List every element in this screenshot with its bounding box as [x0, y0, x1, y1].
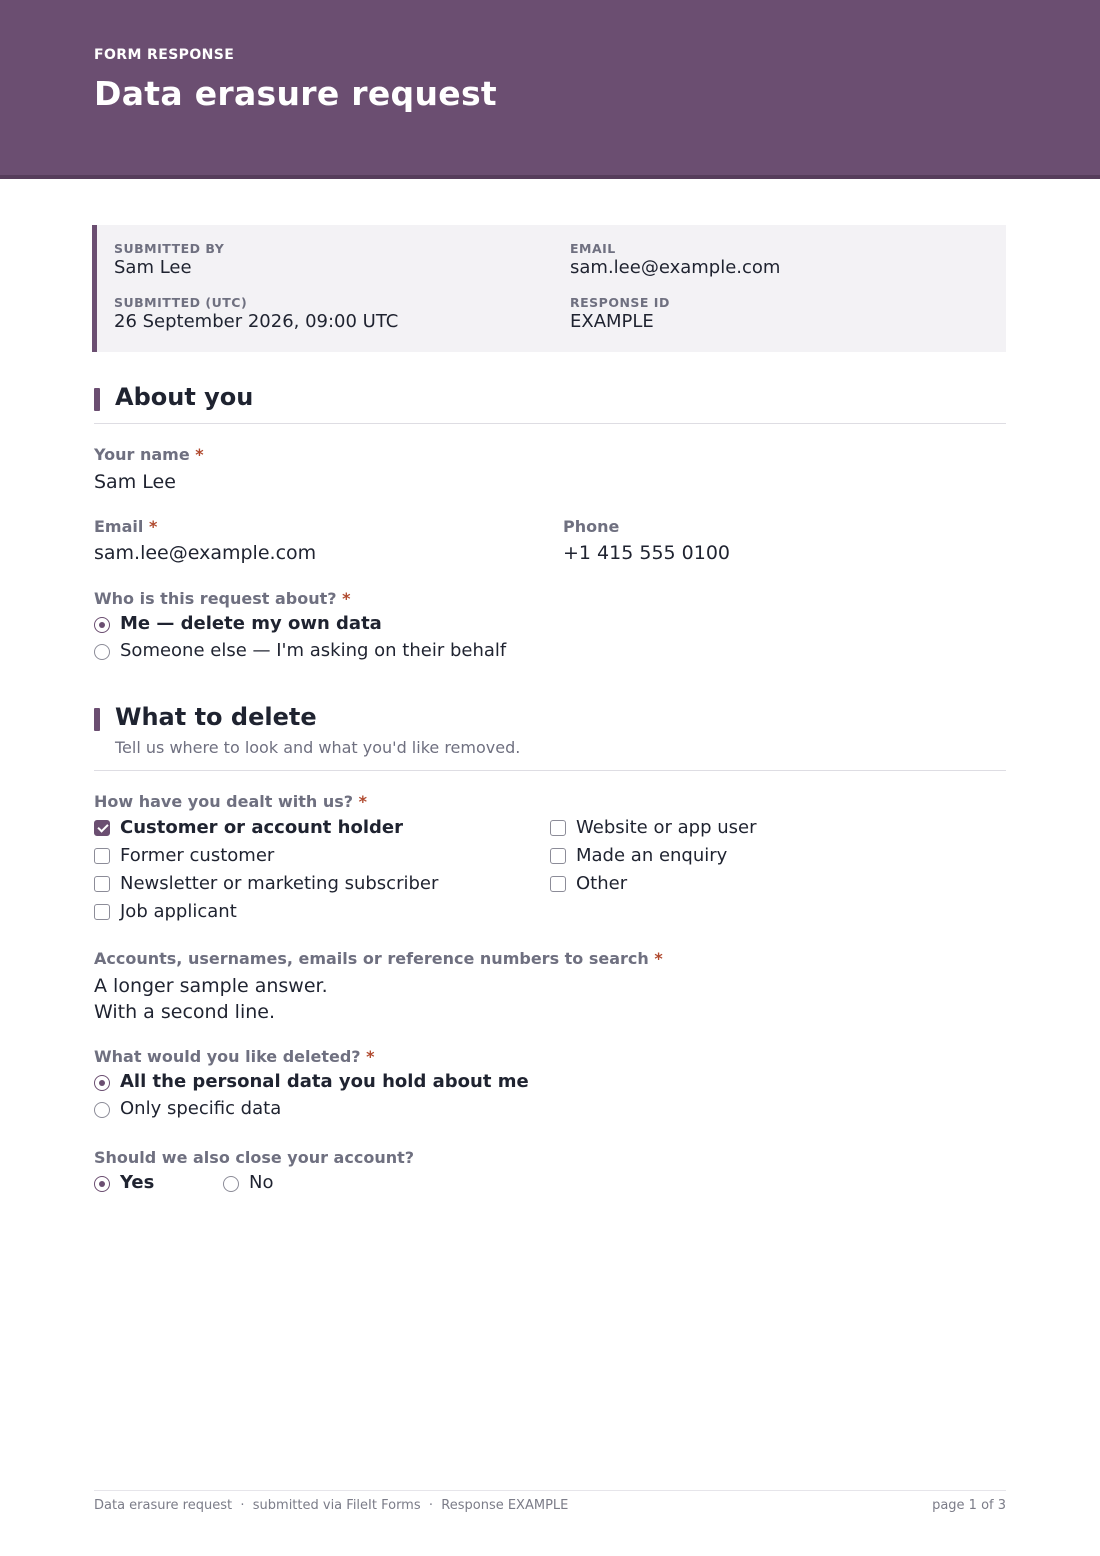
question-label-email	[94, 517, 157, 536]
answer-email: sam.lee@example.com	[94, 542, 317, 564]
meta-label: EMAIL	[570, 241, 616, 256]
option-label: All the personal data you hold about me	[120, 1071, 529, 1092]
question-text: What would you like deleted?	[94, 1047, 361, 1066]
question-label-what	[94, 1047, 375, 1066]
meta-value: sam.lee@example.com	[570, 257, 781, 278]
submission-meta	[92, 225, 1006, 352]
question-text: Your name	[94, 445, 190, 464]
option-label: Only specific data	[120, 1098, 282, 1119]
meta-value: EXAMPLE	[570, 311, 654, 332]
required-marker: *	[654, 949, 663, 968]
question-text: How have you dealt with us?	[94, 792, 354, 811]
required-marker: *	[195, 445, 204, 464]
form-header	[0, 0, 1100, 179]
question-label-name	[94, 445, 204, 464]
option-label: Customer or account holder	[120, 817, 403, 838]
answer-accounts-line1: A longer sample answer.	[94, 975, 328, 997]
meta-value: Sam Lee	[114, 257, 192, 278]
section-accent-bar	[94, 388, 100, 411]
option-label: No	[249, 1172, 274, 1193]
meta-label: SUBMITTED (UTC)	[114, 295, 248, 310]
meta-response-id	[570, 295, 670, 332]
required-marker: *	[358, 792, 367, 811]
checkbox-unchecked-icon	[550, 848, 566, 864]
radio-unselected-icon	[94, 644, 110, 660]
answer-name: Sam Lee	[94, 471, 176, 493]
option-label: Me — delete my own data	[120, 613, 382, 634]
meta-submitted-utc	[114, 295, 398, 332]
page-title: Data erasure request	[94, 74, 497, 113]
section-accent-bar	[94, 708, 100, 731]
question-text: Phone	[563, 517, 620, 536]
option-label: Former customer	[120, 845, 275, 866]
radio-selected-icon	[94, 1176, 110, 1192]
meta-label: RESPONSE ID	[570, 295, 670, 310]
checkbox-unchecked-icon	[94, 904, 110, 920]
checkbox-unchecked-icon	[550, 876, 566, 892]
checkbox-unchecked-icon	[94, 876, 110, 892]
question-label-who	[94, 589, 351, 608]
option-label: Other	[576, 873, 628, 894]
checkbox-checked-icon	[94, 820, 110, 836]
option-label: Yes	[120, 1172, 155, 1193]
option-label: Someone else — I'm asking on their behalf	[120, 640, 507, 661]
meta-label: SUBMITTED BY	[114, 241, 225, 256]
required-marker: *	[366, 1047, 375, 1066]
form-eyebrow: FORM RESPONSE	[94, 47, 235, 63]
option-label: Job applicant	[120, 901, 237, 922]
answer-phone: +1 415 555 0100	[563, 542, 731, 564]
question-label-dealt	[94, 792, 367, 811]
radio-unselected-icon	[223, 1176, 239, 1192]
meta-value: 26 September 2026, 09:00 UTC	[114, 311, 399, 332]
section-divider	[94, 770, 1006, 771]
section-divider	[94, 423, 1006, 424]
question-text: Should we also close your account?	[94, 1148, 415, 1167]
radio-unselected-icon	[94, 1102, 110, 1118]
section-subheading: Tell us where to look and what you'd like removed.	[115, 738, 521, 757]
option-label: Made an enquiry	[576, 845, 728, 866]
section-heading: What to delete	[115, 703, 317, 731]
checkbox-unchecked-icon	[550, 820, 566, 836]
section-heading: About you	[115, 383, 254, 411]
question-text: Email	[94, 517, 144, 536]
footer-divider	[94, 1490, 1006, 1491]
footer-text: Data erasure request · submitted via FileIt Forms · Response EXAMPLE	[94, 1498, 569, 1513]
page-number: page 1 of 3	[932, 1498, 1006, 1513]
checkbox-unchecked-icon	[94, 848, 110, 864]
required-marker: *	[342, 589, 351, 608]
option-label: Newsletter or marketing subscriber	[120, 873, 439, 894]
meta-email	[570, 241, 780, 278]
question-label-phone	[563, 517, 619, 536]
radio-selected-icon	[94, 1075, 110, 1091]
meta-submitted-by	[114, 241, 224, 278]
question-text: Who is this request about?	[94, 589, 337, 608]
required-marker: *	[148, 517, 158, 536]
answer-accounts-line2: With a second line.	[94, 1001, 275, 1023]
question-label-accounts	[94, 949, 663, 968]
question-label-close-account	[94, 1148, 414, 1167]
radio-selected-icon	[94, 617, 110, 633]
question-text: Accounts, usernames, emails or reference numbers to search	[94, 949, 649, 968]
option-label: Website or app user	[576, 817, 757, 838]
